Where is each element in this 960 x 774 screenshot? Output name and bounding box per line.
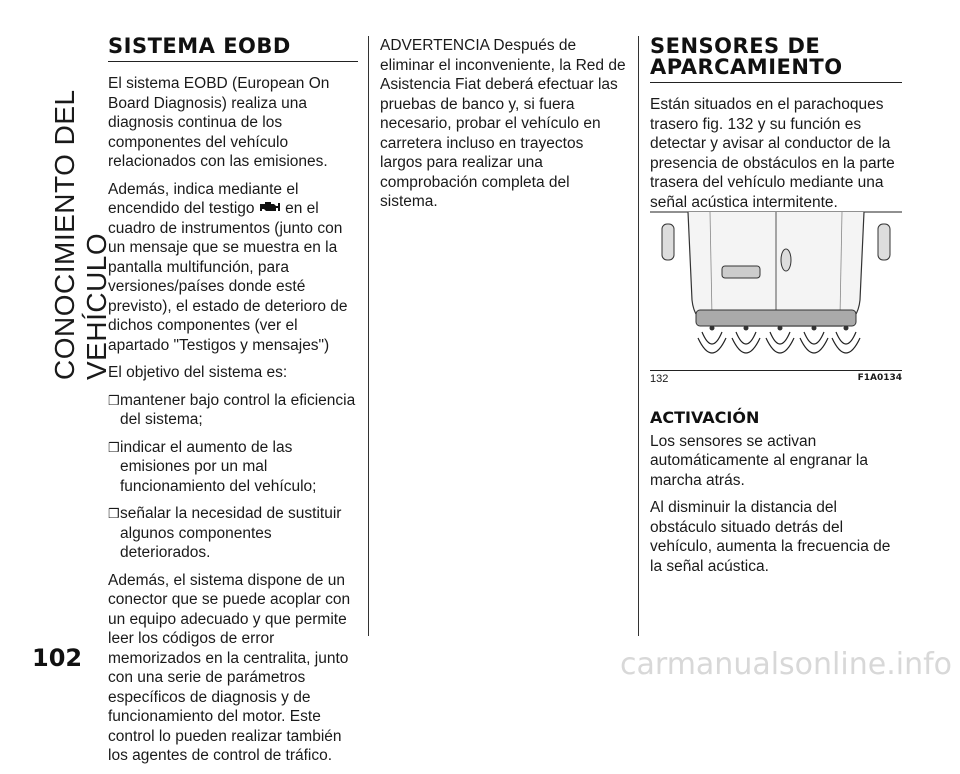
figure-number: 132 [650, 373, 669, 385]
paragraph: Están situados en el parachoques trasero fig. 132 y su función es detectar y avisar al conductor de la presencia de obstáculos en la parte trasera del vehículo mediante una señal acústica intermitente. [650, 96, 895, 211]
list-item-text: mantener bajo control la eficiencia del sistema; [120, 391, 356, 428]
bullet-mark: ❒ [108, 506, 120, 521]
column-divider [638, 36, 639, 636]
paragraph: El sistema EOBD (European On Board Diagnosis) realiza una diagnosis continua de los componentes del vehículo relacionados con las emisiones. [108, 75, 330, 170]
figure-caption [650, 370, 902, 385]
figure-132 [650, 210, 902, 388]
van-rear-illustration [650, 210, 902, 370]
list-item [108, 504, 358, 563]
list-item [108, 391, 358, 430]
figure-code: F1A0134 [857, 373, 902, 383]
column-divider [368, 36, 369, 636]
watermark: carmanualsonline.info [620, 647, 952, 682]
heading-activacion: ACTIVACIÓN [650, 408, 760, 427]
heading-line: SENSORES DE [650, 34, 821, 58]
paragraph [108, 180, 358, 356]
paragraph: Los sensores se activan automáticamente al engranar la marcha atrás. [650, 432, 868, 489]
engine-warning-icon [259, 200, 281, 214]
column-right [650, 36, 902, 220]
list-item-text: indicar el aumento de las emisiones por un mal funcionamiento del vehículo; [120, 438, 317, 495]
column-left [108, 36, 358, 774]
paragraph: El objetivo del sistema es: [108, 364, 288, 381]
column-middle [380, 36, 628, 220]
page-number: 102 [32, 644, 83, 672]
warning-paragraph: ADVERTENCIA Después de eliminar el inconveniente, la Red de Asistencia Fiat deberá efectuar las pruebas de banco y, si fuera necesario, probar el vehículo en carretera incluso en trayectos largos para realizar una comprobación completa del sistema. [380, 37, 626, 210]
column-right-lower [650, 408, 902, 584]
paragraph: Además, el sistema dispone de un conector que se puede acoplar con un equipo adecuado y que permite leer los códigos de error memorizados en la centralita, junto con una serie de parámetros específicos de diagnosis y de funcionamiento del motor. Este control lo pueden realizar también los agentes de control de tráfico. [108, 571, 351, 764]
section-title: CONOCIMIENTO DEL VEHÍCULO [49, 90, 112, 380]
heading-sistema-eobd: SISTEMA EOBD [108, 36, 358, 62]
heading-sensores [650, 36, 902, 83]
bullet-mark: ❒ [108, 439, 120, 455]
text: Además, indica mediante el encendido del testigo [108, 180, 299, 217]
heading-line: APARCAMIENTO [650, 55, 843, 79]
text: en el cuadro de instrumentos (junto con un mensaje que se muestra en la pantalla multifunción, para versiones/países donde esté previsto), el estado de deterioro de dichos componentes (ver el apartado "Testigos y mensajes") [108, 200, 348, 354]
list-item [108, 438, 358, 497]
paragraph: Al disminuir la distancia del obstáculo situado detrás del vehículo, aumenta la frecuencia de la señal acústica. [650, 499, 891, 575]
list-item-text: señalar la necesidad de sustituir algunos componentes deteriorados. [120, 505, 342, 561]
bullet-mark: ❒ [108, 392, 120, 408]
